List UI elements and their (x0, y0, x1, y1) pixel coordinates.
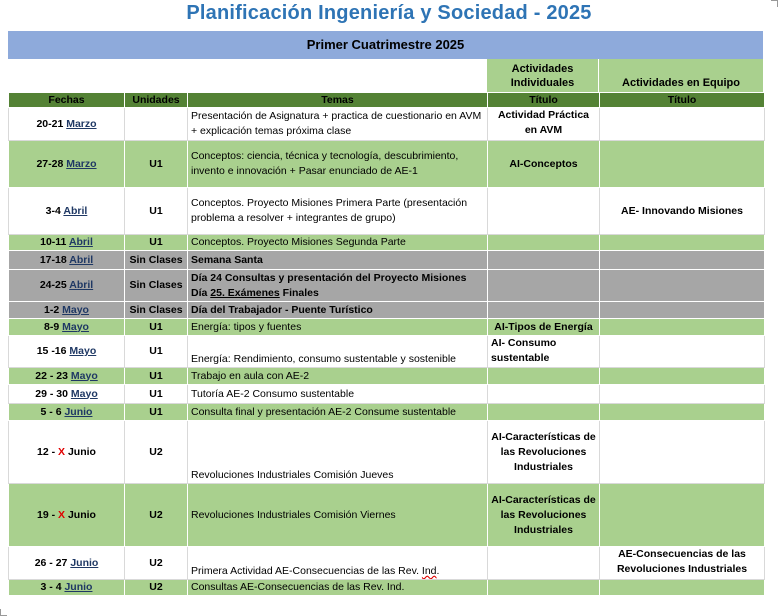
date-cell: 15 -16 Mayo (9, 336, 125, 368)
table-row (9, 368, 765, 385)
team-activity-cell (600, 251, 765, 270)
date-cell: 10-11 Abril (9, 235, 125, 251)
col-fechas: Fechas (9, 93, 125, 108)
team-activity-cell (600, 484, 765, 547)
team-activities-header: Actividades en Equipo (599, 59, 763, 92)
unit-cell: U1 (125, 141, 188, 188)
team-activity-cell (600, 235, 765, 251)
table-row (9, 421, 765, 484)
unit-cell: U1 (125, 368, 188, 385)
date-cell: 3 - 4 Junio (9, 580, 125, 596)
col-titulo-equipo: Título (600, 93, 765, 108)
topic-cell: Energía: Rendimiento, consumo sustentable y sostenible (188, 336, 488, 368)
date-cell: 24-25 Abril (9, 270, 125, 302)
individual-activity-cell: AI-Tipos de Energía (488, 319, 600, 336)
table-row (9, 188, 765, 235)
team-activity-cell (600, 108, 765, 141)
unit-cell: U2 (125, 421, 188, 484)
unit-cell: U1 (125, 188, 188, 235)
individual-activity-cell (488, 270, 600, 302)
team-activity-cell (600, 319, 765, 336)
table-row (9, 235, 765, 251)
date-cell: 26 - 27 Junio (9, 547, 125, 580)
table-row (9, 484, 765, 547)
individual-activity-cell: AI-Características de las Revoluciones Industriales (488, 484, 600, 547)
topic-cell: Energía: tipos y fuentes (188, 319, 488, 336)
date-cell: 20-21 Marzo (9, 108, 125, 141)
topic-cell: Trabajo en aula con AE-2 (188, 368, 488, 385)
individual-activity-cell (488, 235, 600, 251)
topic-cell: Semana Santa (188, 251, 488, 270)
topic-cell: Presentación de Asignatura + practica de cuestionario en AVM + explicación temas próxima clase (188, 108, 488, 141)
table-row (9, 385, 765, 404)
team-activity-cell (600, 404, 765, 421)
team-activity-cell (600, 385, 765, 404)
date-cell: 29 - 30 Mayo (9, 385, 125, 404)
schedule-table (8, 92, 765, 596)
date-cell: 5 - 6 Junio (9, 404, 125, 421)
col-unidades: Unidades (125, 93, 188, 108)
team-activity-cell (600, 368, 765, 385)
topic-cell: Tutoría AE-2 Consumo sustentable (188, 385, 488, 404)
page-corner-mark (0, 609, 7, 616)
semester-header: Primer Cuatrimestre 2025 (8, 31, 763, 59)
date-cell: 8-9 Mayo (9, 319, 125, 336)
individual-activity-cell (488, 547, 600, 580)
individual-activity-cell (488, 404, 600, 421)
table-row (9, 302, 765, 319)
col-titulo-individual: Título (488, 93, 600, 108)
individual-activity-cell: AI-Conceptos (488, 141, 600, 188)
date-cell: 1-2 Mayo (9, 302, 125, 319)
date-cell: 17-18 Abril (9, 251, 125, 270)
table-row (9, 270, 765, 302)
unit-cell: U1 (125, 319, 188, 336)
unit-cell: U2 (125, 547, 188, 580)
individual-activities-header: Actividades Individuales (487, 59, 598, 92)
document-title: Planificación Ingeniería y Sociedad - 2025 (186, 2, 592, 24)
topic-cell: Día del Trabajador - Puente Turístico (188, 302, 488, 319)
individual-activity-cell (488, 368, 600, 385)
table-row (9, 108, 765, 141)
team-activity-cell (600, 270, 765, 302)
individual-activity-cell: Actividad Práctica en AVM (488, 108, 600, 141)
topic-cell: Consulta final y presentación AE-2 Consume sustentable (188, 404, 488, 421)
team-activity-cell (600, 336, 765, 368)
date-cell: 12 - X Junio (9, 421, 125, 484)
unit-cell (125, 108, 188, 141)
topic-cell: Día 24 Consultas y presentación del Proyecto Misiones Día 25. Exámenes Finales (188, 270, 488, 302)
topic-cell: Conceptos. Proyecto Misiones Segunda Parte (188, 235, 488, 251)
table-row (9, 580, 765, 596)
unit-cell: U1 (125, 385, 188, 404)
unit-cell: Sin Clases (125, 270, 188, 302)
topic-cell: Revoluciones Industriales Comisión Viernes (188, 484, 488, 547)
table-row (9, 404, 765, 421)
individual-activity-cell (488, 580, 600, 596)
unit-cell: Sin Clases (125, 302, 188, 319)
table-row (9, 547, 765, 580)
topic-cell: Primera Actividad AE-Consecuencias de las Rev. Ind. (188, 547, 488, 580)
unit-cell: U1 (125, 235, 188, 251)
column-header-row (9, 93, 765, 108)
unit-cell: U1 (125, 404, 188, 421)
individual-activity-cell: AI-Características de las Revoluciones Industriales (488, 421, 600, 484)
date-cell: 22 - 23 Mayo (9, 368, 125, 385)
unit-cell: U2 (125, 484, 188, 547)
individual-activity-cell (488, 188, 600, 235)
topic-cell: Conceptos: ciencia, técnica y tecnología, descubrimiento, invento e innovación + Pasar enunciado de AE-1 (188, 141, 488, 188)
table-row (9, 319, 765, 336)
unit-cell: Sin Clases (125, 251, 188, 270)
team-activity-cell: AE-Consecuencias de las Revoluciones Industriales (600, 547, 765, 580)
table-row (9, 141, 765, 188)
team-activity-cell (600, 421, 765, 484)
date-cell: 27-28 Marzo (9, 141, 125, 188)
team-activity-cell (600, 580, 765, 596)
date-cell: 19 - X Junio (9, 484, 125, 547)
topic-cell: Consultas AE-Consecuencias de las Rev. Ind. (188, 580, 488, 596)
individual-activity-cell (488, 251, 600, 270)
table-row (9, 336, 765, 368)
individual-activity-cell: AI- Consumo sustentable (488, 336, 600, 368)
topic-cell: Conceptos. Proyecto Misiones Primera Parte (presentación problema a resolver + integrantes de grupo) (188, 188, 488, 235)
table-row (9, 251, 765, 270)
unit-cell: U1 (125, 336, 188, 368)
topic-cell: Revoluciones Industriales Comisión Jueves (188, 421, 488, 484)
date-cell: 3-4 Abril (9, 188, 125, 235)
team-activity-cell: AE- Innovando Misiones (600, 188, 765, 235)
individual-activity-cell (488, 385, 600, 404)
page-corner-mark (771, 0, 778, 7)
team-activity-cell (600, 141, 765, 188)
col-temas: Temas (188, 93, 488, 108)
unit-cell: U2 (125, 580, 188, 596)
team-activity-cell (600, 302, 765, 319)
individual-activity-cell (488, 302, 600, 319)
